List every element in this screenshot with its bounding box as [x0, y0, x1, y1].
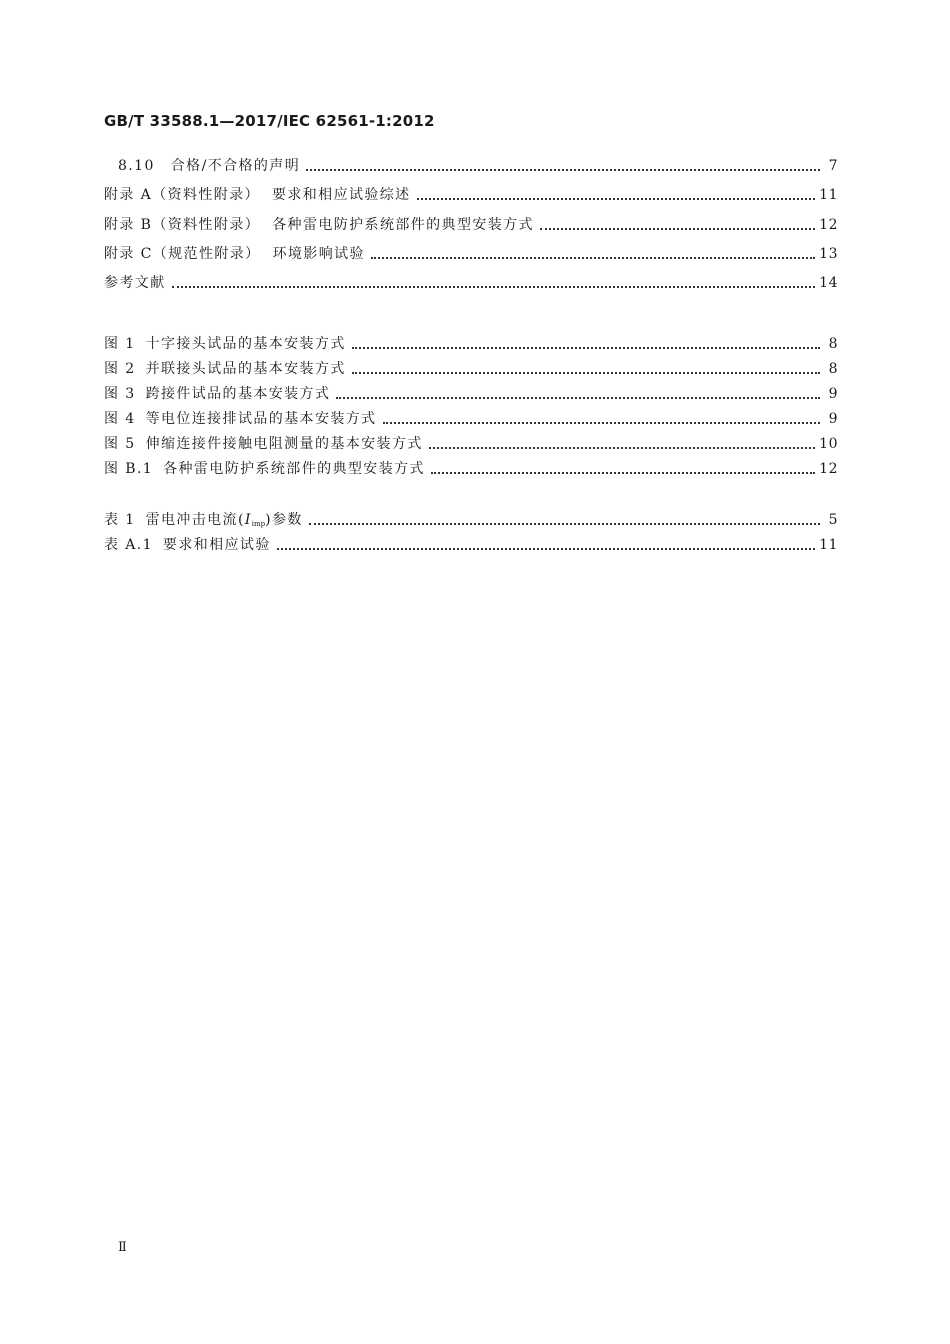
toc-entry-title: 参考文献: [104, 275, 166, 291]
figure-number: 图 B.1: [104, 461, 154, 477]
toc-entry-number: 附录 A（资料性附录）: [104, 187, 260, 203]
leader-dots: [336, 397, 820, 399]
figure-page: 8: [828, 336, 838, 352]
figure-page: 10: [819, 436, 838, 452]
toc-entry-page: 13: [819, 246, 838, 262]
leader-dots: [309, 523, 820, 525]
table-title: [146, 510, 303, 534]
toc-entry-annex-b[interactable]: [104, 215, 838, 235]
figure-page: 8: [828, 361, 838, 377]
figure-entry-b1[interactable]: [104, 459, 838, 479]
table-title-before: 雷电冲击电流(: [145, 512, 245, 528]
table-number: 表 1: [104, 512, 136, 528]
toc-entry-page: 11: [819, 187, 838, 203]
leader-dots: [431, 472, 815, 474]
toc-entry-title: 环境影响试验: [272, 246, 365, 262]
figure-page: 12: [819, 461, 838, 477]
leader-dots: [371, 257, 815, 259]
toc-entry-number: 8.10: [118, 158, 155, 174]
figure-title: 等电位连接排试品的基本安装方式: [145, 411, 377, 427]
table-page: 11: [819, 537, 838, 553]
current-symbol: I: [244, 512, 252, 528]
leader-dots: [352, 372, 820, 374]
leader-dots: [383, 422, 820, 424]
figure-number: 图 4: [104, 411, 136, 427]
table-title-after: )参数: [265, 512, 303, 528]
page-number: Ⅱ: [118, 1240, 127, 1255]
figure-title: 十字接头试品的基本安装方式: [145, 336, 346, 352]
toc-entry-page: 7: [828, 158, 838, 174]
figure-number: 图 1: [104, 336, 136, 352]
toc-entry-annex-c[interactable]: [104, 244, 838, 264]
figure-title: 各种雷电防护系统部件的典型安装方式: [163, 461, 425, 477]
leader-dots: [417, 198, 816, 200]
table-title: 要求和相应试验: [162, 537, 271, 553]
table-entry-a1[interactable]: [104, 535, 838, 555]
leader-dots: [352, 347, 820, 349]
toc-entry-bibliography[interactable]: [104, 273, 838, 293]
figure-title: 伸缩连接件接触电阻测量的基本安装方式: [145, 436, 423, 452]
figure-entry-1[interactable]: [104, 334, 838, 354]
table-number: 表 A.1: [104, 537, 153, 553]
toc-entry-page: 12: [819, 217, 838, 233]
figure-number: 图 5: [104, 436, 136, 452]
leader-dots: [429, 447, 815, 449]
figure-entry-4[interactable]: [104, 409, 838, 429]
figure-title: 跨接件试品的基本安装方式: [145, 386, 331, 402]
toc-entry-page: 14: [819, 275, 838, 291]
leader-dots: [172, 286, 816, 288]
figure-number: 图 3: [104, 386, 136, 402]
current-subscript: imp: [251, 520, 266, 528]
figure-page: 9: [828, 411, 838, 427]
toc-entry-number: 附录 C（规范性附录）: [104, 246, 261, 262]
toc-entry-title: 各种雷电防护系统部件的典型安装方式: [272, 217, 534, 233]
table-entry-1[interactable]: [104, 510, 838, 530]
leader-dots: [540, 228, 815, 230]
leader-dots: [277, 548, 815, 550]
standard-number: GB/T 33588.1—2017/IEC 62561-1:2012: [104, 112, 435, 130]
toc-entry-8-10[interactable]: [118, 156, 838, 176]
toc-entry-title: 合格/不合格的声明: [170, 158, 301, 174]
leader-dots: [306, 169, 820, 171]
toc-entry-annex-a[interactable]: [104, 185, 838, 205]
toc-entry-title: 要求和相应试验综述: [271, 187, 411, 203]
figure-entry-5[interactable]: [104, 434, 838, 454]
figure-page: 9: [828, 386, 838, 402]
figure-entry-2[interactable]: [104, 359, 838, 379]
figure-title: 并联接头试品的基本安装方式: [145, 361, 346, 377]
table-page: 5: [828, 512, 838, 528]
figure-entry-3[interactable]: [104, 384, 838, 404]
figure-number: 图 2: [104, 361, 136, 377]
toc-entry-number: 附录 B（资料性附录）: [104, 217, 261, 233]
